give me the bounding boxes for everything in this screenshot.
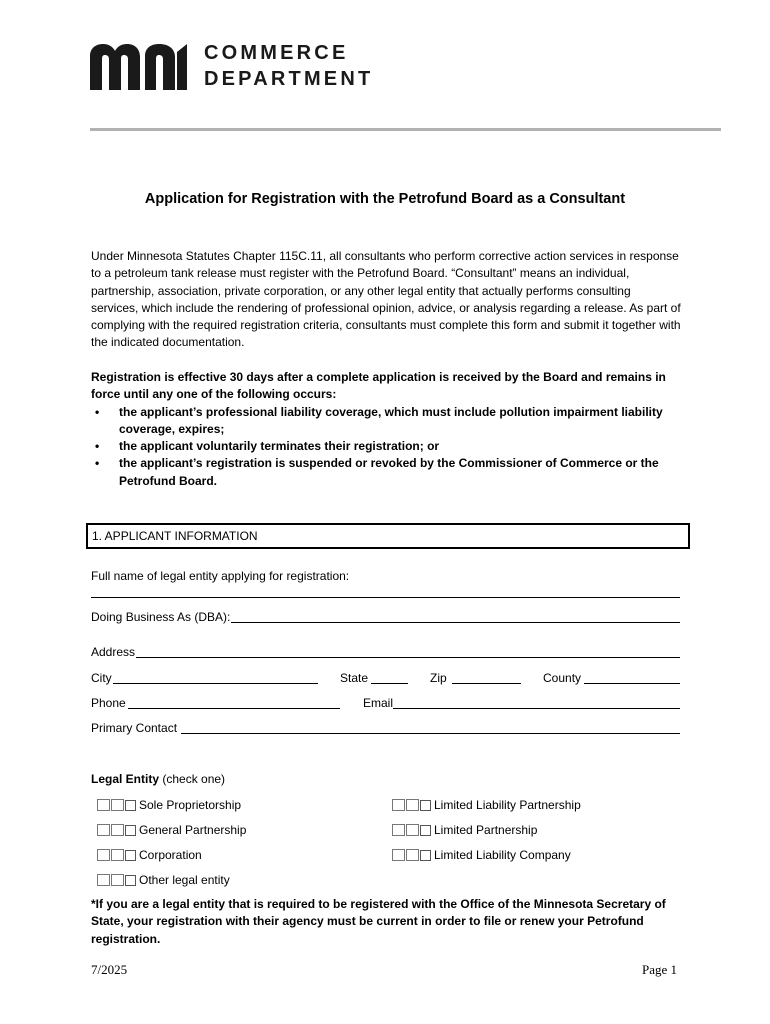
county-field[interactable] — [584, 683, 680, 684]
zip-field[interactable] — [452, 683, 521, 684]
checkbox-icon — [392, 849, 405, 861]
checkbox-icon — [111, 849, 124, 861]
condition-item: • the applicant’s professional liability coverage, which must include pollution impairment liability coverage, expires; — [119, 404, 681, 439]
email-label: Email — [363, 696, 394, 710]
checkbox-icon — [406, 824, 419, 836]
checkbox-box[interactable] — [125, 800, 136, 811]
checkbox-icon — [111, 799, 124, 811]
checkbox-box[interactable] — [420, 850, 431, 861]
full-name-label: Full name of legal entity applying for registration: — [91, 569, 350, 583]
checkbox-limited-partnership[interactable] — [392, 823, 537, 837]
checkbox-icon — [392, 799, 405, 811]
zip-label: Zip — [430, 671, 447, 685]
checkbox-icon — [111, 824, 124, 836]
city-label: City — [91, 671, 112, 685]
state-field[interactable] — [371, 683, 408, 684]
condition-item: • the applicant’s registration is suspended or revoked by the Commissioner of Commerce or the Petrofund Board. — [119, 455, 681, 490]
conditions-list — [91, 404, 681, 490]
checkbox-label: Limited Liability Company — [434, 848, 571, 862]
secretary-of-state-note: *If you are a legal entity that is required to be registered with the Office of the Minnesota Secretary of State, your registration with their agency must be current in order to file or renew your Petrofund registration. — [91, 897, 666, 946]
legal-entity-title: Legal Entity — [91, 772, 160, 786]
header-divider — [90, 128, 721, 131]
effective-conditions — [91, 369, 681, 490]
checkbox-box[interactable] — [125, 875, 136, 886]
email-field[interactable] — [393, 708, 680, 709]
checkbox-label: Limited Partnership — [434, 823, 538, 837]
checkbox-icon — [97, 874, 110, 886]
checkbox-icon — [392, 824, 405, 836]
legal-entity-heading — [91, 772, 225, 786]
checkbox-label: Sole Proprietorship — [139, 798, 242, 812]
county-label: County — [543, 671, 582, 685]
checkbox-icon — [97, 849, 110, 861]
legal-entity-hint: (check one) — [162, 772, 226, 786]
intro-paragraph: Under Minnesota Statutes Chapter 115C.11, all consultants who perform corrective action services in response to a petroleum tank release must register with the Petrofund Board. “Consultant” means an individual, partnership, association, private corporation, or any other legal entity that actually performs consulting services, which include the rendering of professional opinion, advice, or analysis regarding a release. As part of complying with the required registration criteria, consultants must complete this form and submit it together with the indicated documentation. — [91, 249, 681, 350]
checkbox-box[interactable] — [420, 825, 431, 836]
logo-text-line1: COMMERCE — [204, 42, 349, 64]
commerce-department-logo — [90, 42, 390, 92]
checkbox-box[interactable] — [125, 825, 136, 836]
checkbox-label: Limited Liability Partnership — [434, 798, 581, 812]
checkbox-box[interactable] — [125, 850, 136, 861]
condition-item: • the applicant voluntarily terminates their registration; or — [119, 438, 681, 455]
checkbox-label: Other legal entity — [139, 873, 230, 887]
page-title: Application for Registration with the Petrofund Board as a Consultant — [144, 191, 626, 207]
checkbox-corporation[interactable] — [97, 848, 202, 862]
checkbox-icon — [406, 849, 419, 861]
dba-field[interactable] — [231, 622, 680, 623]
dba-row — [91, 610, 230, 624]
state-label: State — [340, 671, 369, 685]
phone-field[interactable] — [128, 708, 340, 709]
checkbox-icon — [406, 799, 419, 811]
checkbox-sole-proprietorship[interactable] — [97, 798, 241, 812]
address-field[interactable] — [136, 657, 680, 658]
footer-page-number: Page 1 — [642, 962, 678, 977]
footer-date: 7/2025 — [91, 962, 128, 977]
mn-logo-icon — [90, 42, 190, 92]
primary-contact-field[interactable] — [181, 733, 680, 734]
primary-contact-label: Primary Contact — [91, 721, 178, 735]
address-label: Address — [91, 645, 136, 659]
checkbox-icon — [97, 824, 110, 836]
checkbox-general-partnership[interactable] — [97, 823, 246, 837]
checkbox-other-legal-entity[interactable] — [97, 873, 230, 887]
effective-lead: Registration is effective 30 days after a complete application is received by the Board and remains in force until any one of the following occurs: — [91, 370, 666, 402]
checkbox-llp[interactable] — [392, 798, 581, 812]
checkbox-icon — [111, 874, 124, 886]
phone-label: Phone — [91, 696, 126, 710]
checkbox-icon — [97, 799, 110, 811]
checkbox-label: Corporation — [139, 848, 202, 862]
checkbox-box[interactable] — [420, 800, 431, 811]
dba-label: Doing Business As (DBA): — [91, 610, 231, 624]
checkbox-label: General Partnership — [139, 823, 247, 837]
section-heading-applicant-info: 1. APPLICANT INFORMATION — [86, 523, 690, 549]
checkbox-llc[interactable] — [392, 848, 571, 862]
full-name-field[interactable] — [91, 597, 680, 598]
city-field[interactable] — [113, 683, 318, 684]
logo-text-line2: DEPARTMENT — [204, 68, 374, 90]
